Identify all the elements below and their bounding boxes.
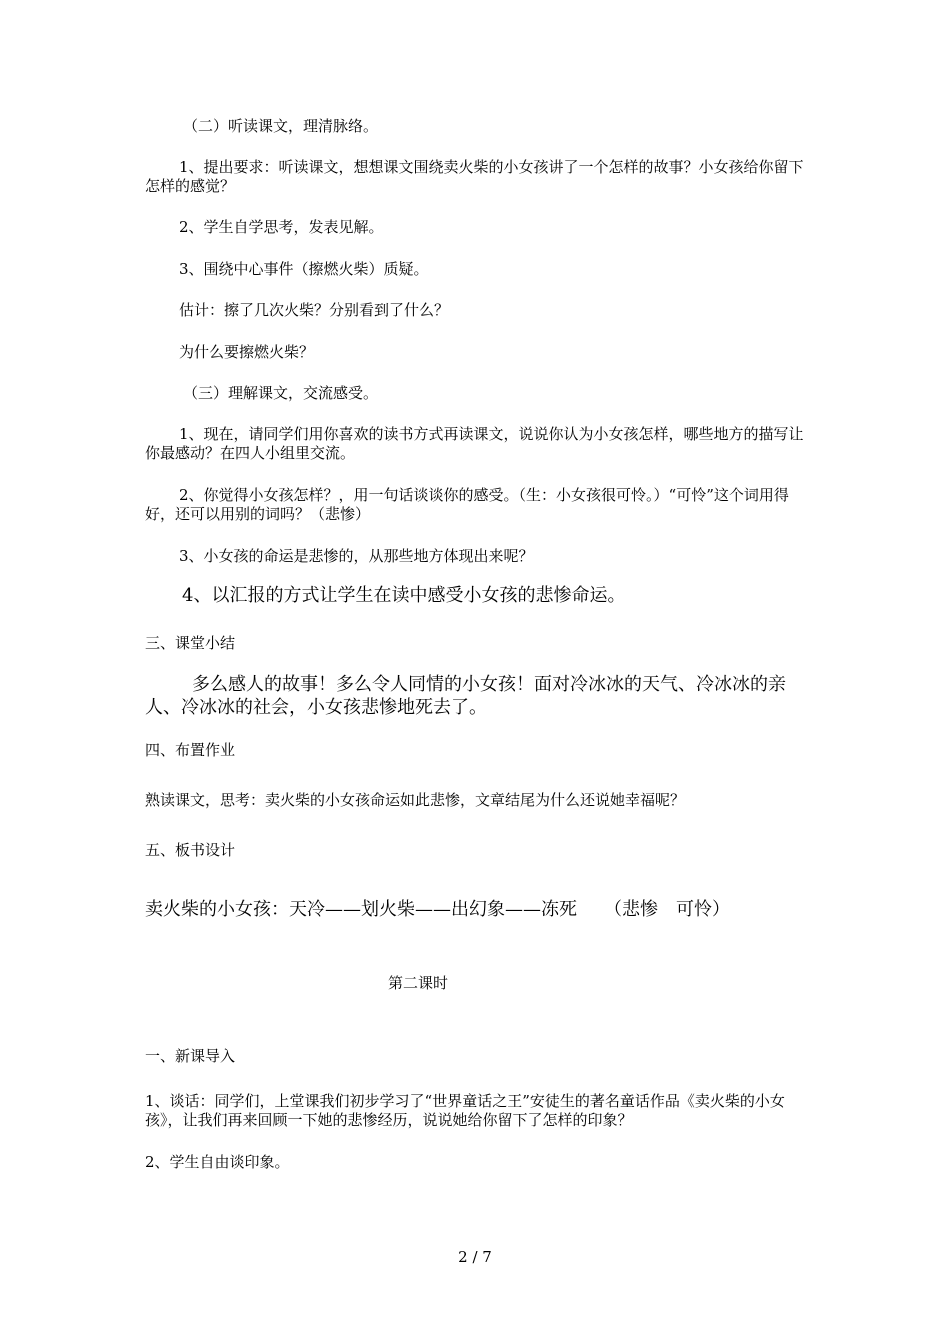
paragraph-free-talk: 2、学生自由谈印象。 [145,1153,290,1171]
section-heading-board: 五、板书设计 [145,841,236,859]
paragraph-fate: 3、小女孩的命运是悲惨的，从那些地方体现出来呢？ [179,547,534,565]
paragraph-why-strike: 为什么要擦燃火柴？ [179,343,315,361]
paragraph-talk: 1、谈话：同学们，上堂课我们初步学习了“世界童话之王”安徒生的著名童话作品《卖火柴的小女孩》，让我们再来回顾一下她的悲惨经历，说说她给你留下了怎样的印象？ [145,1092,785,1129]
paragraph-feeling: 2、你觉得小女孩怎样？，用一句话谈谈你的感受。（生：小女孩很可怜。）“可怜”这个词用得好，还可以用别的词吗？（悲惨） [145,486,789,523]
paragraph-self-study: 2、学生自学思考，发表见解。 [179,218,384,236]
paragraph-homework: 熟读课文，思考：卖火柴的小女孩命运如此悲惨，文章结尾为什么还说她幸福呢？ [145,791,686,809]
paragraph-requirement: 1、提出要求：听读课文，想想课文围绕卖火柴的小女孩讲了一个怎样的故事？小女孩给你留下怎样的感觉？ [145,158,804,195]
section-heading-homework: 四、布置作业 [145,741,236,759]
paragraph-estimate: 估计：擦了几次火柴？分别看到了什么？ [179,301,450,319]
section-heading-intro: 一、新课导入 [145,1047,236,1065]
paragraph-report: 4、以汇报的方式让学生在读中感受小女孩的悲惨命运。 [182,585,626,606]
section-heading-summary: 三、课堂小结 [145,634,236,652]
section-heading-listen-read: （二）听读课文，理清脉络。 [183,117,379,135]
section-heading-understand: （三）理解课文，交流感受。 [183,384,379,402]
lesson-two-title: 第二课时 [388,974,449,992]
page-number: 2 / 7 [458,1248,492,1266]
paragraph-question-center: 3、围绕中心事件（擦燃火柴）质疑。 [179,260,429,278]
board-design: 卖火柴的小女孩：天冷——划火柴——出幻象——冻死 （悲惨 可怜） [145,899,730,920]
paragraph-summary: 多么感人的故事！多么令人同情的小女孩！面对冷冰冰的天气、冷冰冰的亲人、冷冰冰的社会，小女孩悲惨地死去了。 [145,674,786,718]
paragraph-reread: 1、现在，请同学们用你喜欢的读书方式再读课文，说说你认为小女孩怎样，哪些地方的描写让你最感动？在四人小组里交流。 [145,425,804,462]
